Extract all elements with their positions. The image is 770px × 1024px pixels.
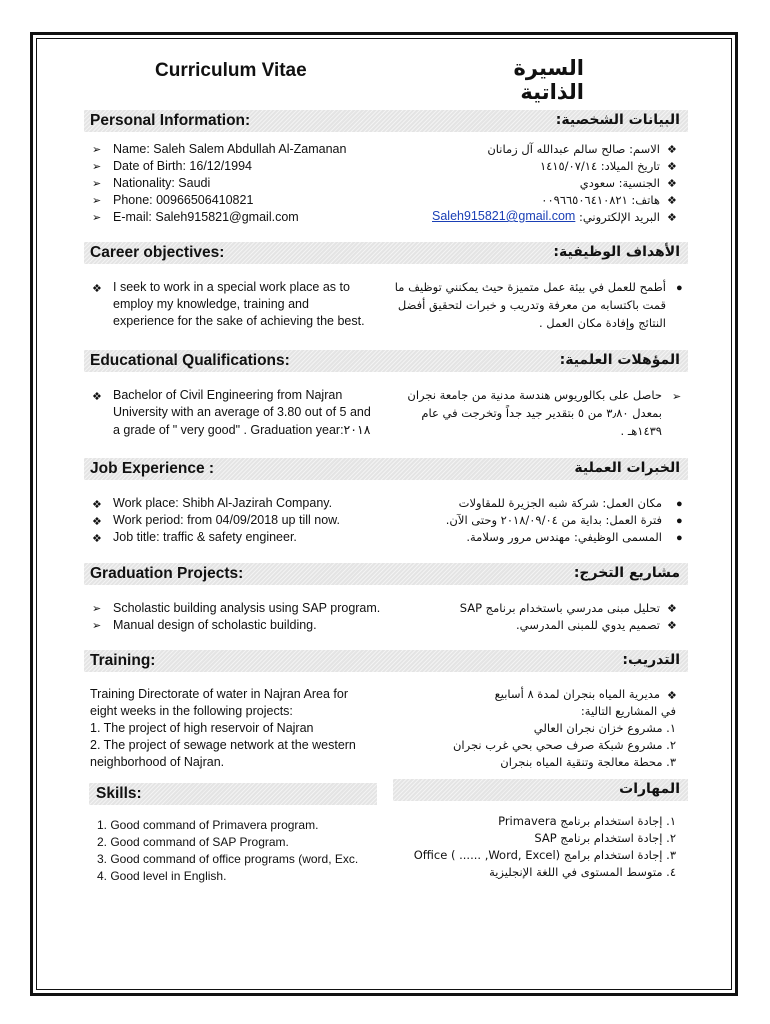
skill-2-en: 2. Good command of SAP Program.: [97, 835, 289, 849]
personal-email-en: E-mail: Saleh915821@gmail.com: [113, 210, 299, 224]
section-title-skills-en: Skills:: [96, 785, 142, 802]
diamond-bullet-icon: ❖: [92, 391, 102, 403]
title-arabic: السيرة الذاتية: [513, 56, 584, 104]
job-period-en: Work period: from 04/09/2018 up till now.: [113, 513, 340, 527]
diamond-bullet-icon: ❖: [667, 178, 677, 190]
section-title-grad-ar: مشاريع التخرج:: [573, 565, 680, 581]
skill-3-ar: ٣. إجادة استخدام برامج Office ( ...... ,Word, Excel): [413, 848, 676, 862]
section-title-education-en: Educational Qualifications:: [90, 352, 290, 369]
skill-3-en: 3. Good command of office programs (word, Exc.: [97, 852, 359, 866]
diamond-bullet-icon: ❖: [92, 516, 102, 528]
bullet-dot-icon: ●: [676, 282, 683, 294]
personal-name-ar: الاسم: صالح سالم عبدالله آل زمانان: [487, 142, 660, 156]
diamond-bullet-icon: ❖: [667, 690, 677, 702]
diamond-bullet-icon: ❖: [92, 283, 102, 295]
training-line-3-en: 1. The project of high reservoir of Najran: [90, 721, 314, 735]
personal-phone-en: Phone: 00966506410821: [113, 193, 254, 207]
education-line-1-ar: حاصل على بكالوريوس هندسة مدنية من جامعة نجران: [407, 388, 662, 402]
education-line-3-en: a grade of " very good" . Graduation year:٢٠١٨: [113, 423, 371, 437]
arrow-bullet-icon: ➢: [92, 212, 102, 224]
section-title-job-ar: الخبرات العملية: [574, 460, 680, 476]
arrow-bullet-icon: ➢: [92, 161, 102, 173]
skill-1-ar: ١. إجادة استخدام برنامج Primavera: [498, 814, 676, 828]
arrow-bullet-icon: ➢: [92, 195, 102, 207]
career-line-1-ar: أطمح للعمل في بيئة عمل متميزة حيث يمكنني توظيف ما: [394, 280, 666, 294]
career-line-1-en: I seek to work in a special work place as to: [113, 280, 350, 294]
grad-project-2-ar: تصميم يدوي للمبنى المدرسي.: [515, 618, 660, 632]
job-period-ar: فترة العمل: بداية من ٢٠١٨/٠٩/٠٤ وحتى الآن.: [445, 513, 662, 527]
section-title-education-ar: المؤهلات العلمية:: [559, 352, 680, 368]
education-line-2-ar: بمعدل ٣٫٨٠ من ٥ بتقدير جيد جداً وتخرجت في عام: [421, 406, 662, 420]
diamond-bullet-icon: ❖: [667, 212, 677, 224]
career-line-3-ar: النتائج وإفادة مكان العمل .: [538, 316, 666, 330]
personal-dob-en: Date of Birth: 16/12/1994: [113, 159, 252, 173]
job-workplace-en: Work place: Shibh Al-Jazirah Company.: [113, 496, 333, 510]
training-line-3-ar: ١. مشروع خزان نجران العالي: [533, 721, 676, 735]
section-title-grad-en: Graduation Projects:: [90, 565, 244, 582]
personal-nationality-ar: الجنسية: سعودي: [579, 176, 660, 190]
grad-project-1-ar: تحليل مبنى مدرسي باستخدام برنامج SAP: [459, 601, 660, 615]
section-title-job-en: Job Experience :: [90, 460, 215, 477]
personal-dob-ar: تاريخ الميلاد: ١٤١٥/٠٧/١٤: [539, 159, 660, 173]
training-line-2-ar: في المشاريع التالية:: [580, 704, 676, 718]
training-line-5-ar: ٣. محطة معالجة وتنقية المياه بنجران: [500, 755, 676, 769]
section-title-personal-en: Personal Information:: [90, 112, 251, 129]
training-line-1-ar: مديرية المياه بنجران لمدة ٨ أسابيع: [494, 687, 660, 701]
diamond-bullet-icon: ❖: [92, 499, 102, 511]
career-line-3-en: experience for the sake of achieving the best.: [113, 314, 365, 328]
personal-nationality-en: Nationality: Saudi: [113, 176, 211, 190]
personal-name-en: Name: Saleh Salem Abdullah Al-Zamanan: [113, 142, 347, 156]
diamond-bullet-icon: ❖: [667, 144, 677, 156]
education-line-2-en: University with an average of 3.80 out of 5 and: [113, 405, 371, 419]
training-line-5-en: neighborhood of Najran.: [90, 755, 225, 769]
education-line-3-ar: ١٤٣٩هـ .: [620, 424, 662, 438]
training-line-4-en: 2. The project of sewage network at the western: [90, 738, 356, 752]
diamond-bullet-icon: ❖: [667, 620, 677, 632]
title-english: Curriculum Vitae: [155, 60, 307, 81]
training-line-4-ar: ٢. مشروع شبكة صرف صحي بحي غرب نجران: [452, 738, 676, 752]
section-title-training-ar: التدريب:: [622, 652, 680, 668]
training-line-1-en: Training Directorate of water in Najran Area for: [90, 687, 348, 701]
arrow-bullet-icon: ➢: [92, 620, 102, 632]
diamond-bullet-icon: ❖: [667, 603, 677, 615]
section-title-personal-ar: البيانات الشخصية:: [555, 112, 680, 128]
personal-phone-ar: هاتف: ٠٠٩٦٦٥٠٦٤١٠٨٢١: [541, 193, 660, 207]
training-line-2-en: eight weeks in the following projects:: [90, 704, 293, 718]
diamond-bullet-icon: ❖: [667, 195, 677, 207]
job-title-ar: المسمى الوظيفي: مهندس مرور وسلامة.: [466, 530, 662, 544]
arrow-bullet-icon: ➢: [672, 391, 682, 403]
grad-project-1-en: Scholastic building analysis using SAP program.: [113, 601, 381, 615]
skill-4-ar: ٤. متوسط المستوى في اللغة الإنجليزية: [489, 865, 676, 879]
education-line-1-en: Bachelor of Civil Engineering from Najran: [113, 388, 343, 402]
job-title-en: Job title: traffic & safety engineer.: [113, 530, 297, 544]
grad-project-2-en: Manual design of scholastic building.: [113, 618, 317, 632]
diamond-bullet-icon: ❖: [92, 533, 102, 545]
diamond-bullet-icon: ❖: [667, 161, 677, 173]
skill-1-en: 1. Good command of Primavera program.: [97, 818, 319, 832]
section-title-training-en: Training:: [90, 652, 156, 669]
personal-email-label-ar: البريد الإلكتروني:: [578, 210, 660, 224]
arrow-bullet-icon: ➢: [92, 178, 102, 190]
job-workplace-ar: مكان العمل: شركة شبه الجزيرة للمقاولات: [458, 496, 662, 510]
career-line-2-ar: قمت باكتسابه من معرفة وتدريب و خبرات لتحقيق أفضل: [397, 298, 666, 312]
arrow-bullet-icon: ➢: [92, 603, 102, 615]
skill-2-ar: ٢. إجادة استخدام برنامج SAP: [534, 831, 676, 845]
arrow-bullet-icon: ➢: [92, 144, 102, 156]
bullet-dot-icon: ●: [676, 532, 683, 544]
bullet-dot-icon: ●: [676, 515, 683, 527]
skill-4-en: 4. Good level in English.: [97, 869, 227, 883]
email-link[interactable]: Saleh915821@gmail.com: [432, 209, 576, 223]
section-title-career-ar: الأهداف الوظيفية:: [553, 244, 680, 260]
section-title-skills-ar: المهارات: [619, 781, 680, 797]
bullet-dot-icon: ●: [676, 498, 683, 510]
career-line-2-en: employ my knowledge, training and: [113, 297, 309, 311]
section-title-career-en: Career objectives:: [90, 244, 225, 261]
